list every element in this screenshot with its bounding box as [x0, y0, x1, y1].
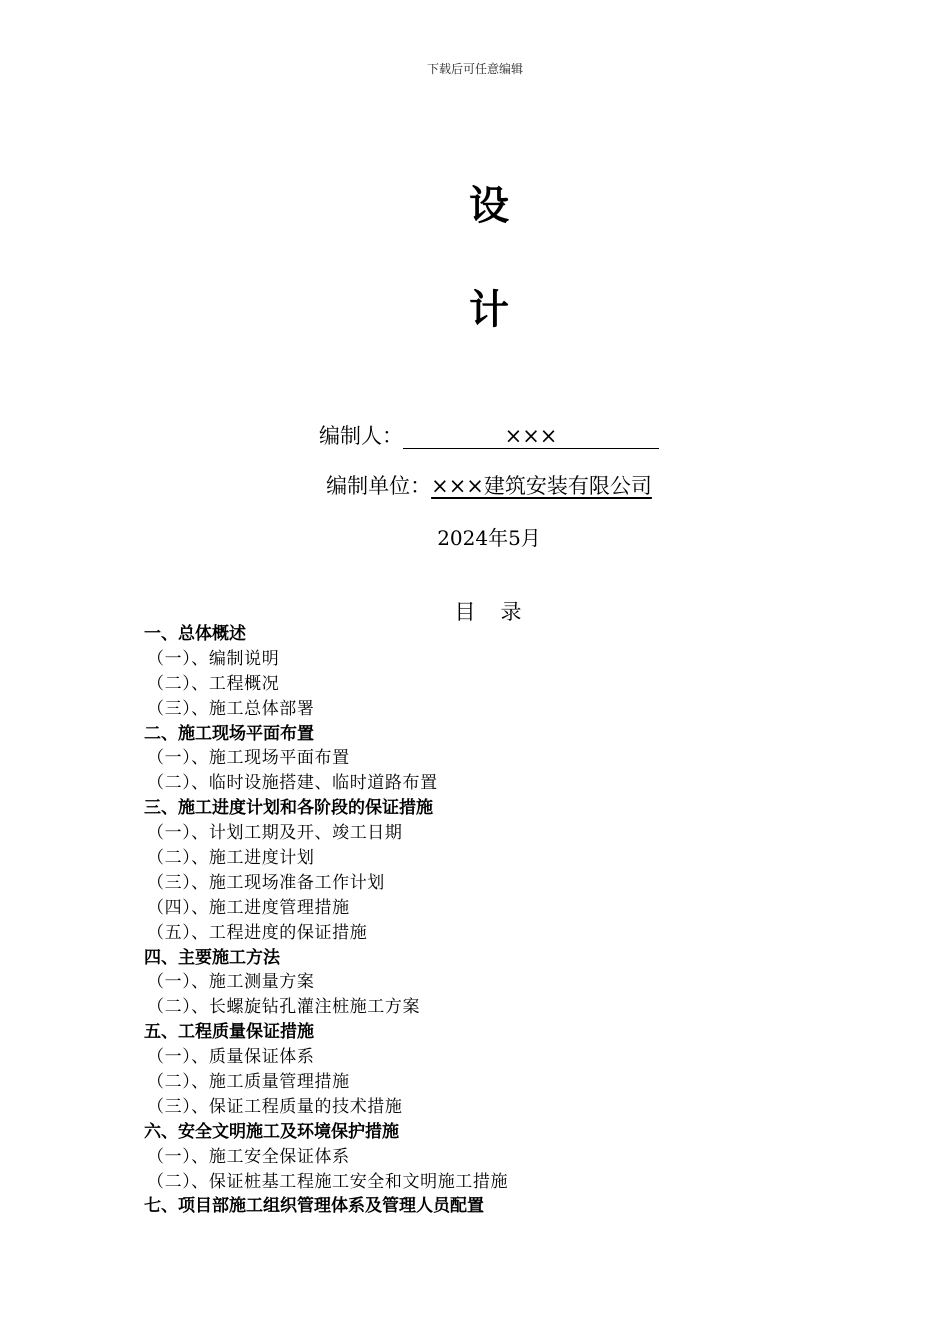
toc-subsection-item[interactable]: （二）、施工质量管理措施 — [147, 1072, 350, 1093]
toc-subsection-item[interactable]: （二）、临时设施搭建、临时道路布置 — [147, 773, 438, 794]
compiler-label: 编制人： — [319, 424, 403, 448]
table-of-contents — [144, 622, 844, 1219]
compiler-line — [0, 420, 950, 450]
toc-section-heading[interactable]: 五、工程质量保证措施 — [144, 1022, 314, 1043]
toc-subsection-item[interactable]: （三）、施工现场准备工作计划 — [147, 872, 385, 893]
toc-section-heading[interactable]: 四、主要施工方法 — [144, 947, 280, 968]
toc-subsection-item[interactable]: （一）、施工安全保证体系 — [147, 1146, 350, 1167]
toc-section-heading[interactable]: 六、安全文明施工及环境保护措施 — [144, 1121, 399, 1142]
cover-title-char-1: 设 — [469, 183, 509, 229]
toc-subsection-item[interactable]: （一）、计划工期及开、竣工日期 — [147, 823, 403, 844]
toc-subsection-item[interactable]: （二）、施工进度计划 — [147, 848, 315, 869]
document-date: 2024年5月 — [437, 526, 541, 550]
toc-section-heading[interactable]: 二、施工现场平面布置 — [144, 723, 314, 744]
toc-subsection-item[interactable]: （二）、保证桩基工程施工安全和文明施工措施 — [147, 1171, 509, 1192]
toc-subsection-item[interactable]: （一）、质量保证体系 — [147, 1047, 315, 1068]
unit-label: 编制单位： — [326, 474, 432, 498]
toc-subsection-item[interactable]: （一）、编制说明 — [147, 648, 280, 669]
toc-subsection-item[interactable]: （五）、工程进度的保证措施 — [147, 922, 368, 943]
toc-subsection-item[interactable]: （一）、施工测量方案 — [147, 972, 315, 993]
cover-title-char-2: 计 — [469, 287, 509, 333]
toc-subsection-item[interactable]: （二）、长螺旋钻孔灌注桩施工方案 — [147, 997, 421, 1018]
toc-title: 目 录 — [454, 600, 524, 624]
header-note: 下载后可任意编辑 — [426, 62, 523, 76]
toc-section-heading[interactable]: 七、项目部施工组织管理体系及管理人员配置 — [144, 1196, 484, 1217]
unit-value: ×××建筑安装有限公司 — [431, 474, 652, 498]
toc-subsection-item[interactable]: （四）、施工进度管理措施 — [147, 897, 350, 918]
compiler-value: ××× — [403, 424, 659, 449]
toc-subsection-item[interactable]: （三）、施工总体部署 — [147, 698, 315, 719]
toc-subsection-item[interactable]: （三）、保证工程质量的技术措施 — [147, 1096, 403, 1117]
toc-section-heading[interactable]: 三、施工进度计划和各阶段的保证措施 — [144, 798, 433, 819]
toc-subsection-item[interactable]: （一）、施工现场平面布置 — [147, 748, 350, 769]
toc-section-heading[interactable]: 一、总体概述 — [144, 624, 246, 644]
toc-subsection-item[interactable]: （二）、工程概况 — [147, 673, 280, 694]
unit-line — [0, 470, 950, 500]
